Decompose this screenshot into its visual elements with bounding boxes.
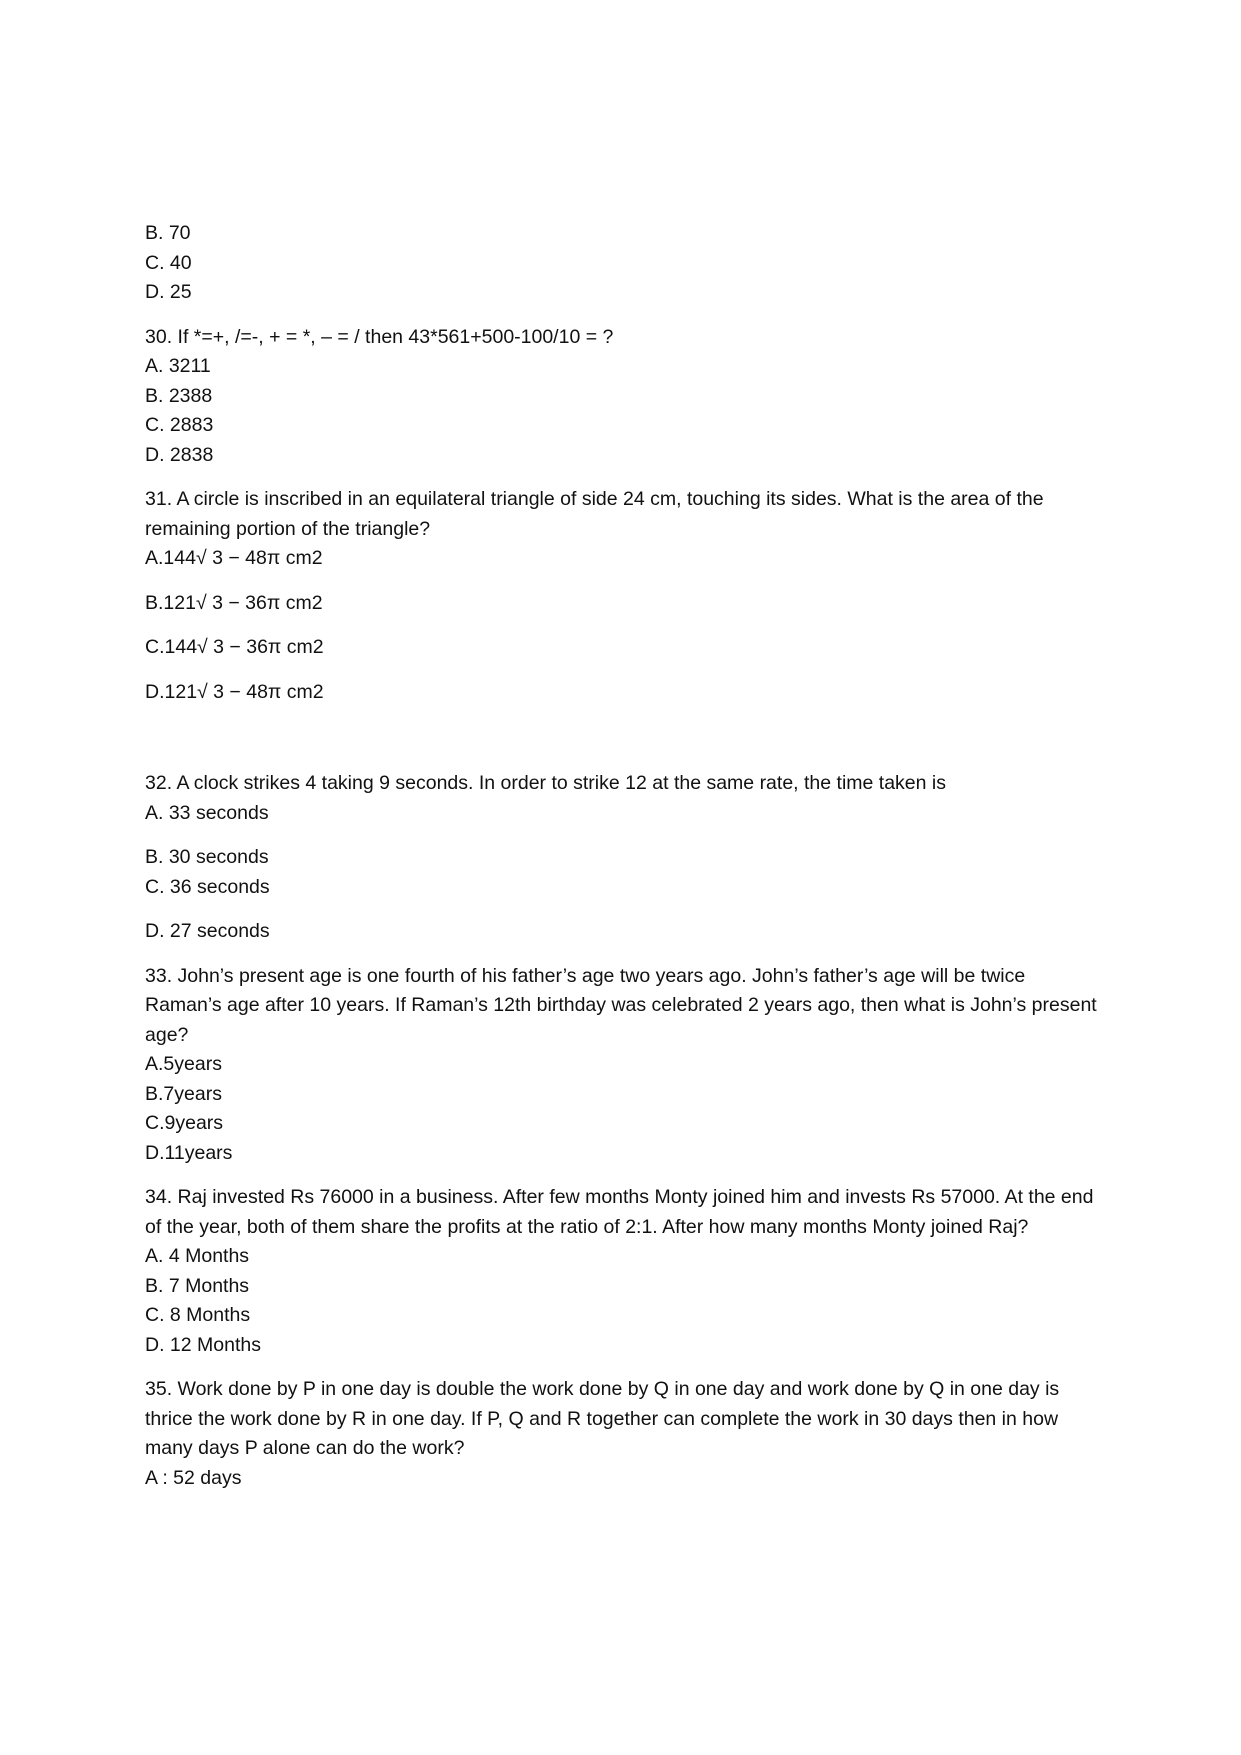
question-32 xyxy=(145,769,1105,947)
question-33 xyxy=(145,962,1105,1169)
question-31 xyxy=(145,485,1105,707)
question-30 xyxy=(145,323,1105,471)
option-c: C. 8 Months xyxy=(145,1304,251,1326)
option-d: D.121√ 3 − 48π cm2 xyxy=(145,680,324,703)
question-34 xyxy=(145,1183,1105,1360)
carryover-options xyxy=(145,219,1105,308)
question-text: 31. A circle is inscribed in an equilateral triangle of side 24 cm, touching its sides. What is the area of the remaining portion of the triangle? xyxy=(145,488,1044,540)
question-text: 32. A clock strikes 4 taking 9 seconds. In order to strike 12 at the same rate, the time taken is xyxy=(145,772,946,794)
option-a: A.5years xyxy=(145,1053,222,1075)
question-text: 30. If *=+, /=-, + = *, – = / then 43*561+500-100/10 = ? xyxy=(145,325,614,348)
option-b: B. 70 xyxy=(145,222,191,244)
option-d: D. 12 Months xyxy=(145,1333,261,1356)
question-text: 33. John’s present age is one fourth of his father’s age two years ago. John’s father’s age will be twice Raman’s age after 10 years. If Raman’s 12th birthday was celebrated 2 years ago, then what is John’s present age? xyxy=(145,964,1097,1046)
option-c: C.9years xyxy=(145,1112,224,1134)
option-b: B.121√ 3 − 36π cm2 xyxy=(145,591,323,614)
question-text: 35. Work done by P in one day is double the work done by Q in one day and work done by Q in one day is thrice the work done by R in one day. If P, Q and R together can complete the work in 30 days then in how many days P alone can do the work? xyxy=(145,1378,1060,1459)
option-c: C. 40 xyxy=(145,251,192,274)
option-a: A.144√ 3 − 48π cm2 xyxy=(145,547,323,569)
option-a: A. 33 seconds xyxy=(145,801,269,824)
option-b: B.7years xyxy=(145,1082,222,1105)
question-35 xyxy=(145,1375,1105,1493)
option-d: D. 25 xyxy=(145,281,192,303)
option-d: D. 2838 xyxy=(145,443,214,466)
option-b: B. 2388 xyxy=(145,384,213,407)
option-a: A. 3211 xyxy=(145,355,211,377)
option-b: B. 7 Months xyxy=(145,1274,250,1297)
option-a: A : 52 days xyxy=(145,1466,242,1489)
page-content xyxy=(145,219,1105,1493)
option-b: B. 30 seconds xyxy=(145,846,269,868)
option-a: A. 4 Months xyxy=(145,1245,250,1267)
option-d: D.11years xyxy=(145,1141,233,1164)
option-c: C.144√ 3 − 36π cm2 xyxy=(145,636,324,658)
option-d: D. 27 seconds xyxy=(145,920,270,942)
option-c: C. 36 seconds xyxy=(145,875,270,898)
option-c: C. 2883 xyxy=(145,414,214,436)
question-text: 34. Raj invested Rs 76000 in a business. After few months Monty joined him and invests Rs 57000. At the end of the year, both of them share the profits at the ratio of 2:1. After how many months Monty joined Raj? xyxy=(145,1186,1094,1238)
